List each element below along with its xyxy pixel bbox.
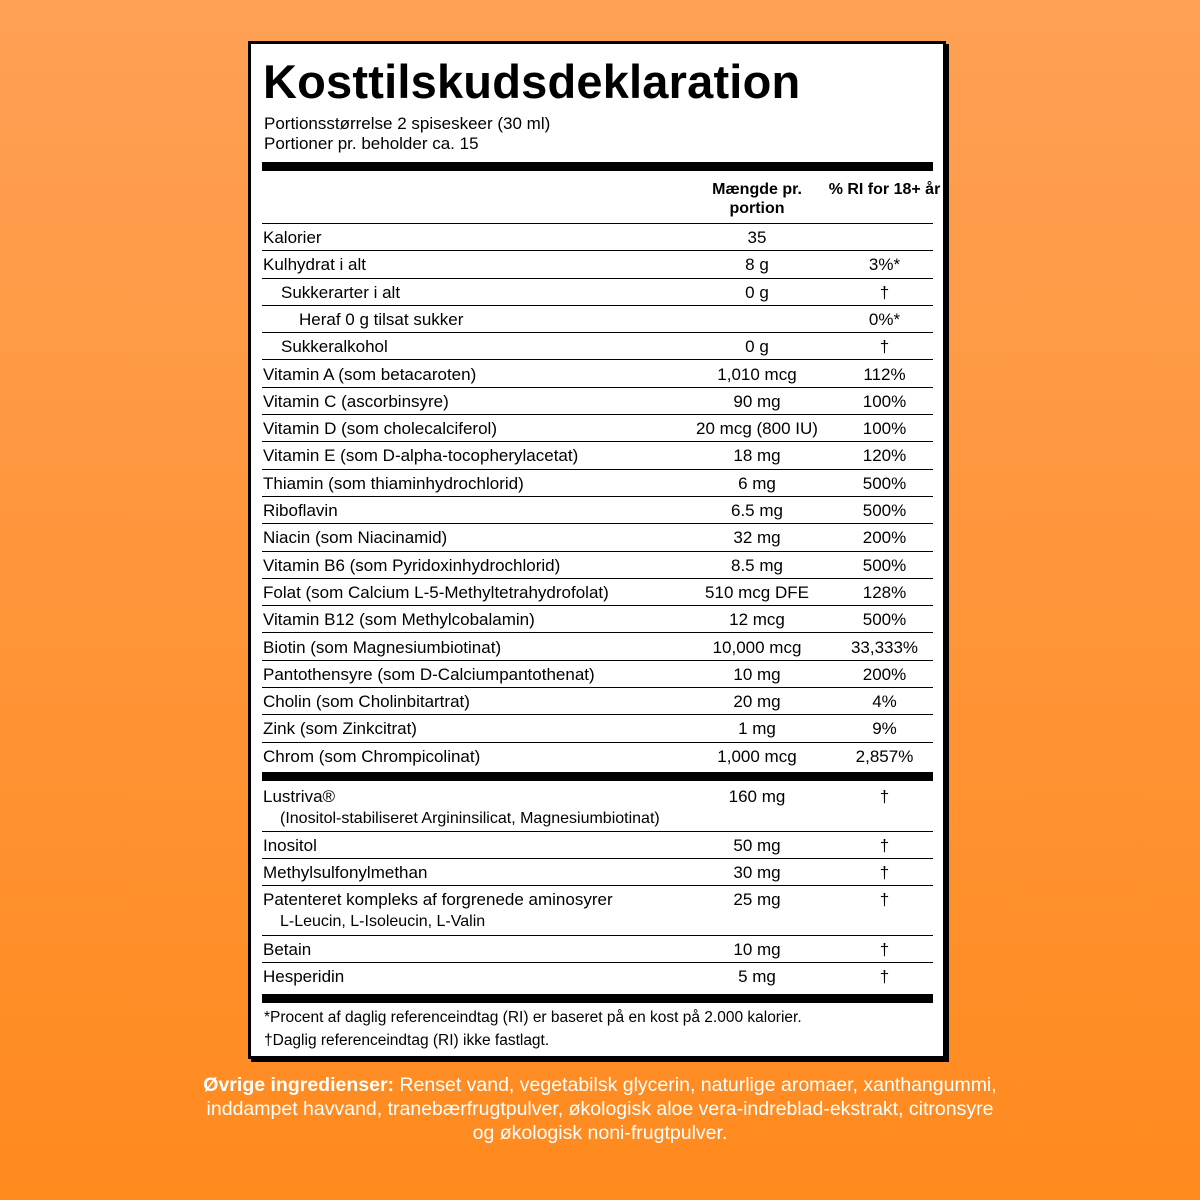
nutrient-name: Riboflavin — [263, 501, 338, 520]
other-item-name: Methylsulfonylmethan — [263, 863, 428, 882]
nutrient-amount: 18 mg — [733, 446, 781, 466]
nutrient-row — [262, 415, 933, 442]
nutrient-amount: 20 mcg (800 IU) — [696, 419, 818, 439]
other-item-ri: † — [879, 836, 890, 855]
other-item-name: Inositol — [263, 836, 317, 855]
nutrient-row — [262, 661, 933, 688]
nutrient-ri: 100% — [862, 419, 907, 439]
nutrient-ri: 120% — [862, 446, 907, 466]
nutrient-amount: 90 mg — [733, 391, 781, 411]
nutrient-row — [262, 388, 933, 415]
other-item-name: Patenteret kompleks af forgrenede aminosyrer — [263, 890, 613, 909]
table-header — [262, 176, 941, 224]
nutrient-name: Folat (som Calcium L-5-Methyltetrahydrofolat) — [263, 582, 609, 602]
nutrient-amount: 20 mg — [733, 692, 781, 712]
nutrient-amount: 1,000 mcg — [717, 746, 797, 766]
other-item-ri: † — [879, 863, 890, 882]
nutrient-ri: 200% — [862, 664, 907, 684]
nutrient-row — [262, 524, 933, 551]
nutrient-name: Vitamin D (som cholecalciferol) — [263, 419, 497, 439]
serving-size: Portionsstørrelse 2 spiseskeer (30 ml) — [264, 114, 551, 133]
nutrient-ri: † — [879, 282, 890, 302]
nutrient-name: Thiamin (som thiaminhydrochlorid) — [263, 473, 524, 493]
other-item-ri: † — [879, 787, 890, 806]
nutrient-ri: 100% — [862, 391, 907, 411]
nutrient-amount: 6 mg — [738, 473, 776, 493]
nutrient-name: Vitamin B12 (som Methylcobalamin) — [263, 610, 535, 630]
ri-column-header: % RI for 18+ år — [828, 181, 941, 198]
servings-per-container: Portioner pr. beholder ca. 15 — [264, 134, 479, 153]
nutrient-name: Kalorier — [263, 228, 322, 247]
amount-column-header: Mængde pr. portion — [712, 181, 802, 217]
nutrient-name: Pantothensyre (som D-Calciumpantothenat) — [263, 664, 595, 684]
nutrient-name: Chrom (som Chrompicolinat) — [263, 746, 481, 766]
nutrient-amount: 0 g — [745, 337, 769, 357]
nutrient-name: Heraf 0 g tilsat sukker — [299, 309, 464, 329]
other-ingredients-label: Øvrige ingredienser: — [203, 1074, 395, 1096]
other-ingredients — [200, 1073, 1000, 1145]
nutrient-amount: 510 mcg DFE — [705, 582, 809, 602]
nutrient-name: Kulhydrat i alt — [263, 255, 366, 275]
other-item-row — [262, 963, 933, 990]
nutrient-name: Biotin (som Magnesiumbiotinat) — [263, 637, 502, 657]
nutrient-amount: 35 — [747, 228, 767, 247]
nutrient-row — [262, 333, 933, 360]
other-item-row — [262, 936, 933, 963]
other-item-amount: 50 mg — [733, 836, 781, 855]
other-item-subtext: (Inositol-stabiliseret Argininsilicat, Magnesiumbiotinat) — [280, 810, 660, 827]
nutrient-row — [262, 497, 933, 524]
nutrient-row — [262, 361, 933, 388]
divider-thick-bottom — [262, 994, 933, 1003]
other-item-row — [262, 886, 933, 936]
other-item-ri: † — [879, 890, 890, 909]
label-title: Kosttilskudsdeklaration — [263, 55, 801, 108]
other-item-name: Hesperidin — [263, 967, 345, 986]
nutrient-amount: 1,010 mcg — [717, 364, 797, 384]
serving-info — [264, 114, 550, 154]
other-item-amount: 10 mg — [733, 940, 781, 959]
other-item-amount: 160 mg — [728, 787, 786, 806]
nutrient-name: Vitamin C (ascorbinsyre) — [263, 391, 449, 411]
nutrient-row — [262, 688, 933, 715]
supplement-facts-label — [248, 41, 946, 1059]
nutrient-amount: 8.5 mg — [731, 555, 783, 575]
nutrient-ri: 500% — [862, 473, 907, 493]
nutrient-amount: 0 g — [745, 282, 769, 302]
nutrient-ri: 2,857% — [855, 746, 914, 766]
nutrient-ri: 500% — [862, 501, 907, 520]
other-item-ri: † — [879, 940, 890, 959]
nutrient-amount: 10 mg — [733, 664, 781, 684]
footnote-ri-not-established: †Daglig referenceindtag (RI) ikke fastlagt. — [264, 1032, 550, 1049]
nutrient-row — [262, 606, 933, 633]
other-item-amount: 30 mg — [733, 863, 781, 882]
divider-thick-middle — [262, 772, 933, 781]
nutrient-row — [262, 579, 933, 606]
nutrient-name: Zink (som Zinkcitrat) — [263, 719, 417, 739]
nutrient-row — [262, 279, 933, 306]
other-item-subtext: L-Leucin, L-Isoleucin, L-Valin — [280, 913, 486, 930]
nutrient-name: Vitamin B6 (som Pyridoxinhydrochlorid) — [263, 555, 561, 575]
nutrient-row — [262, 470, 933, 497]
nutrient-ri: 4% — [872, 692, 897, 712]
other-item-name: Lustriva® — [263, 787, 336, 806]
nutrient-row — [262, 224, 933, 251]
nutrient-row — [262, 634, 933, 661]
nutrient-amount: 6.5 mg — [731, 501, 783, 520]
nutrient-name: Vitamin A (som betacaroten) — [263, 364, 477, 384]
nutrient-ri: 3%* — [868, 255, 901, 275]
other-ingredients-text: Renset vand, vegetabilsk glycerin, naturlige aromaer, xanthangummi, inddampet havvand, tranebærfrugtpulver, økologisk aloe vera-indreblad-ekstrakt, citronsyre og økologisk noni-frugtpulver. — [206, 1074, 997, 1144]
nutrient-ri: 9% — [872, 719, 897, 739]
other-item-amount: 25 mg — [733, 890, 781, 909]
other-item-row — [262, 783, 933, 832]
nutrient-name: Cholin (som Cholinbitartrat) — [263, 692, 470, 712]
nutrient-amount: 12 mcg — [729, 610, 785, 630]
nutrient-name: Sukkeralkohol — [281, 337, 388, 357]
other-item-row — [262, 832, 933, 859]
nutrient-row — [262, 743, 933, 770]
nutrient-ri: † — [879, 337, 890, 357]
nutrient-amount: 32 mg — [733, 528, 781, 548]
nutrient-ri: 200% — [862, 528, 907, 548]
divider-thick-top — [262, 162, 933, 171]
nutrient-name: Sukkerarter i alt — [281, 282, 401, 302]
nutrient-row — [262, 552, 933, 579]
other-item-name: Betain — [263, 940, 312, 959]
nutrient-ri: 128% — [862, 582, 907, 602]
nutrient-ri: 0%* — [868, 309, 901, 329]
nutrient-name: Niacin (som Niacinamid) — [263, 528, 448, 548]
other-item-row — [262, 859, 933, 886]
nutrient-amount: 1 mg — [738, 719, 776, 739]
nutrient-name: Vitamin E (som D-alpha-tocopherylacetat) — [263, 446, 579, 466]
nutrient-ri: 112% — [863, 364, 906, 384]
nutrient-amount: 8 g — [745, 255, 769, 275]
other-item-amount: 5 mg — [738, 967, 776, 986]
footnote-ri-basis: *Procent af daglig referenceindtag (RI) er baseret på en kost på 2.000 kalorier. — [264, 1009, 802, 1026]
nutrient-row — [262, 306, 933, 333]
nutrient-ri: 33,333% — [850, 637, 919, 657]
nutrient-row — [262, 251, 933, 278]
nutrient-row — [262, 715, 933, 742]
nutrient-amount: 10,000 mcg — [712, 637, 802, 657]
nutrient-ri: 500% — [862, 555, 907, 575]
nutrient-row — [262, 442, 933, 469]
nutrient-ri: 500% — [862, 610, 907, 630]
other-item-ri: † — [879, 967, 890, 986]
